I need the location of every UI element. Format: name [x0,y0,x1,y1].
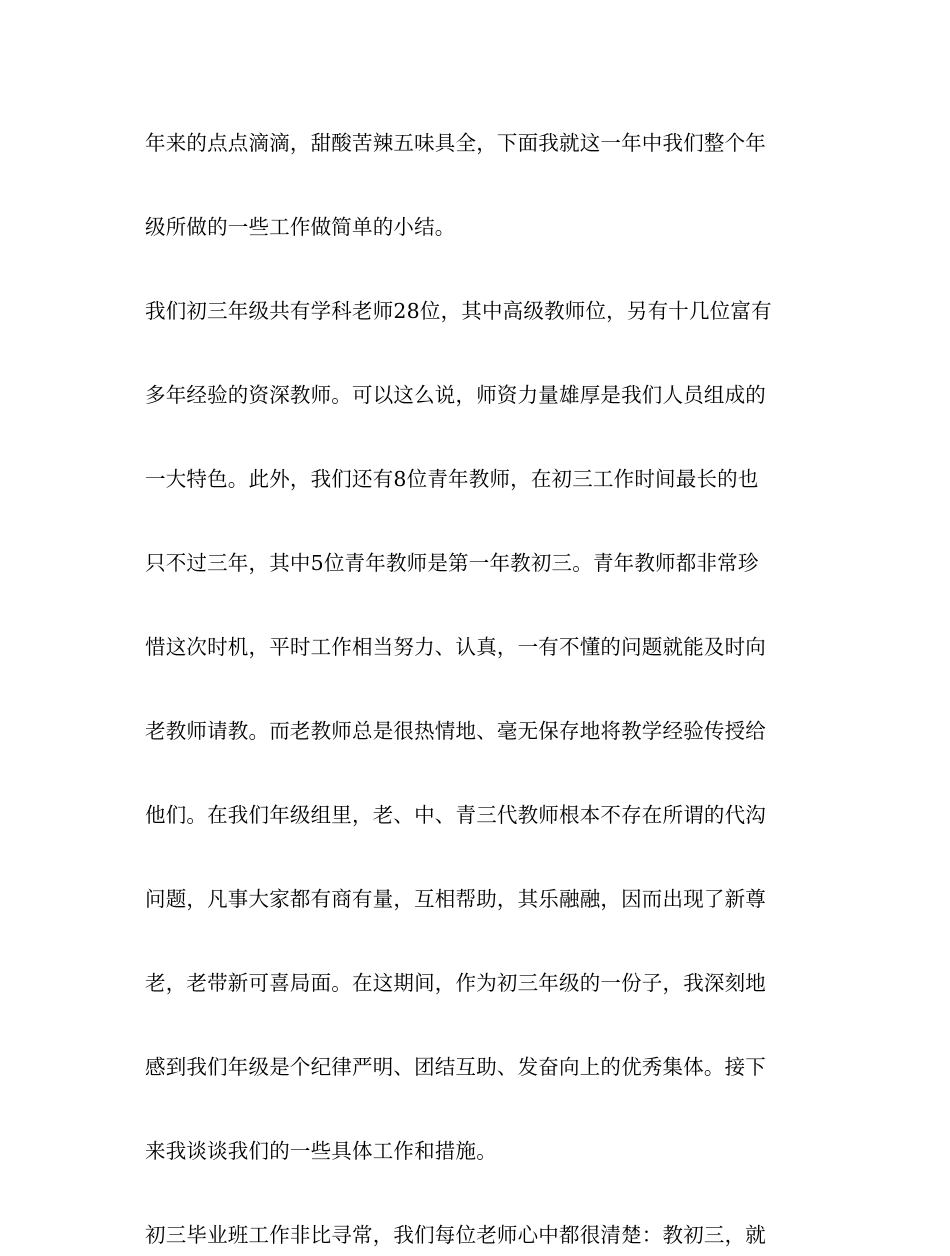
text-line: 老，老带新可喜局面。在这期间，作为初三年级的一份子，我深刻地 [145,971,766,995]
text-line: 级所做的一些工作做简单的小结。 [145,215,456,239]
text-line: 初三毕业班工作非比寻常，我们每位老师心中都很清楚：教初三，就 [145,1223,766,1247]
text-line: 感到我们年级是个纪律严明、团结互助、发奋向上的优秀集体。接下 [145,1055,766,1079]
text-line: 老教师请教。而老教师总是很热情地、毫无保存地将教学经验传授给 [145,719,766,743]
body-text [145,122,810,1256]
text-line: 问题，凡事大家都有商有量，互相帮助，其乐融融，因而出现了新尊 [145,887,766,911]
text-line: 只不过三年，其中5位青年教师是第一年教初三。青年教师都非常珍 [145,551,759,575]
text-line: 他们。在我们年级组里，老、中、青三代教师根本不存在所谓的代沟 [145,803,766,827]
text-line: 多年经验的资深教师。可以这么说，师资力量雄厚是我们人员组成的 [145,383,766,407]
text-line: 惜这次时机，平时工作相当努力、认真，一有不懂的问题就能及时向 [145,635,766,659]
text-line: 年来的点点滴滴，甜酸苦辣五味具全，下面我就这一年中我们整个年 [145,131,766,155]
text-line: 我们初三年级共有学科老师28位，其中高级教师位，另有十几位富有 [145,299,772,323]
text-line: 来我谈谈我们的一些具体工作和措施。 [145,1139,497,1163]
text-line: 一大特色。此外，我们还有8位青年教师，在初三工作时间最长的也 [145,467,759,491]
